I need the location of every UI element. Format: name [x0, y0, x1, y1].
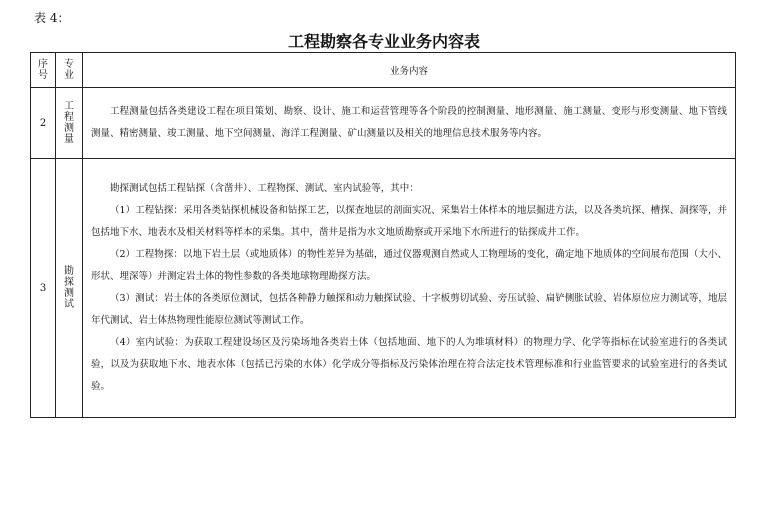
row-seq: 3	[31, 159, 56, 418]
row-seq: 2	[31, 88, 56, 159]
table-row	[31, 159, 736, 418]
table-header-row	[31, 53, 736, 88]
content-paragraph: 工程测量包括各类建设工程在项目策划、勘察、设计、施工和运营管理等各个阶段的控制测量、地形测量、施工测量、变形与形变测量、地下管线测量、精密测量、竣工测量、地下空间测量、海洋工程测量、矿山测量以及相关的地理信息技术服务等内容。	[91, 106, 727, 139]
table-row	[31, 88, 736, 159]
header-specialty: 专业	[56, 53, 83, 88]
content-paragraph: 勘探测试包括工程钻探（含凿井）、工程物探、测试、室内试验等，其中：	[110, 183, 419, 194]
table-label: 表 4：	[34, 11, 70, 25]
header-seq: 序号	[31, 53, 56, 88]
row-content	[83, 159, 736, 418]
content-paragraph: （4）室内试验：为获取工程建设场区及污染场地各类岩土体（包括地面、地下的人为堆填材料）的物理力学、化学等指标在试验室进行的各类试验，以及为获取地下水、地表水体（包括已污染的水体）化学成分等指标及污染体治理在符合法定技术管理标准和行业监管要求的试验室进行的各类试验。	[91, 337, 727, 392]
content-paragraph: （2）工程物探：以地下岩土层（或地质体）的物性差异为基础，通过仪器观测自然或人工物理场的变化，确定地下地质体的空间展布范围（大小、形状、埋深等）并测定岩土体的物性参数的各类地球物理勘探方法。	[91, 249, 727, 282]
business-content-table	[30, 52, 736, 418]
row-specialty: 工程测量	[56, 88, 83, 159]
content-paragraph: （3）测试：岩土体的各类原位测试，包括各种静力触探和动力触探试验、十字板剪切试验、旁压试验、扁铲侧胀试验、岩体原位应力测试等，地层年代测试、岩土体热物理性能原位测试等测试工作。	[91, 293, 727, 326]
row-specialty: 勘探测试	[56, 159, 83, 418]
header-content: 业务内容	[83, 53, 736, 88]
row-content	[83, 88, 736, 159]
page-title: 工程勘察各专业业务内容表	[287, 32, 480, 51]
content-paragraph: （1）工程钻探：采用各类钻探机械设备和钻探工艺，以探查地层的剖面实况、采集岩土体样本的地层掘进方法，以及各类坑探、槽探、洞探等，并包括地下水、地表水及相关材料等样本的采集。其中，凿井是指为水文地质勘察或开采地下水所进行的钻探成井工作。	[91, 205, 727, 238]
